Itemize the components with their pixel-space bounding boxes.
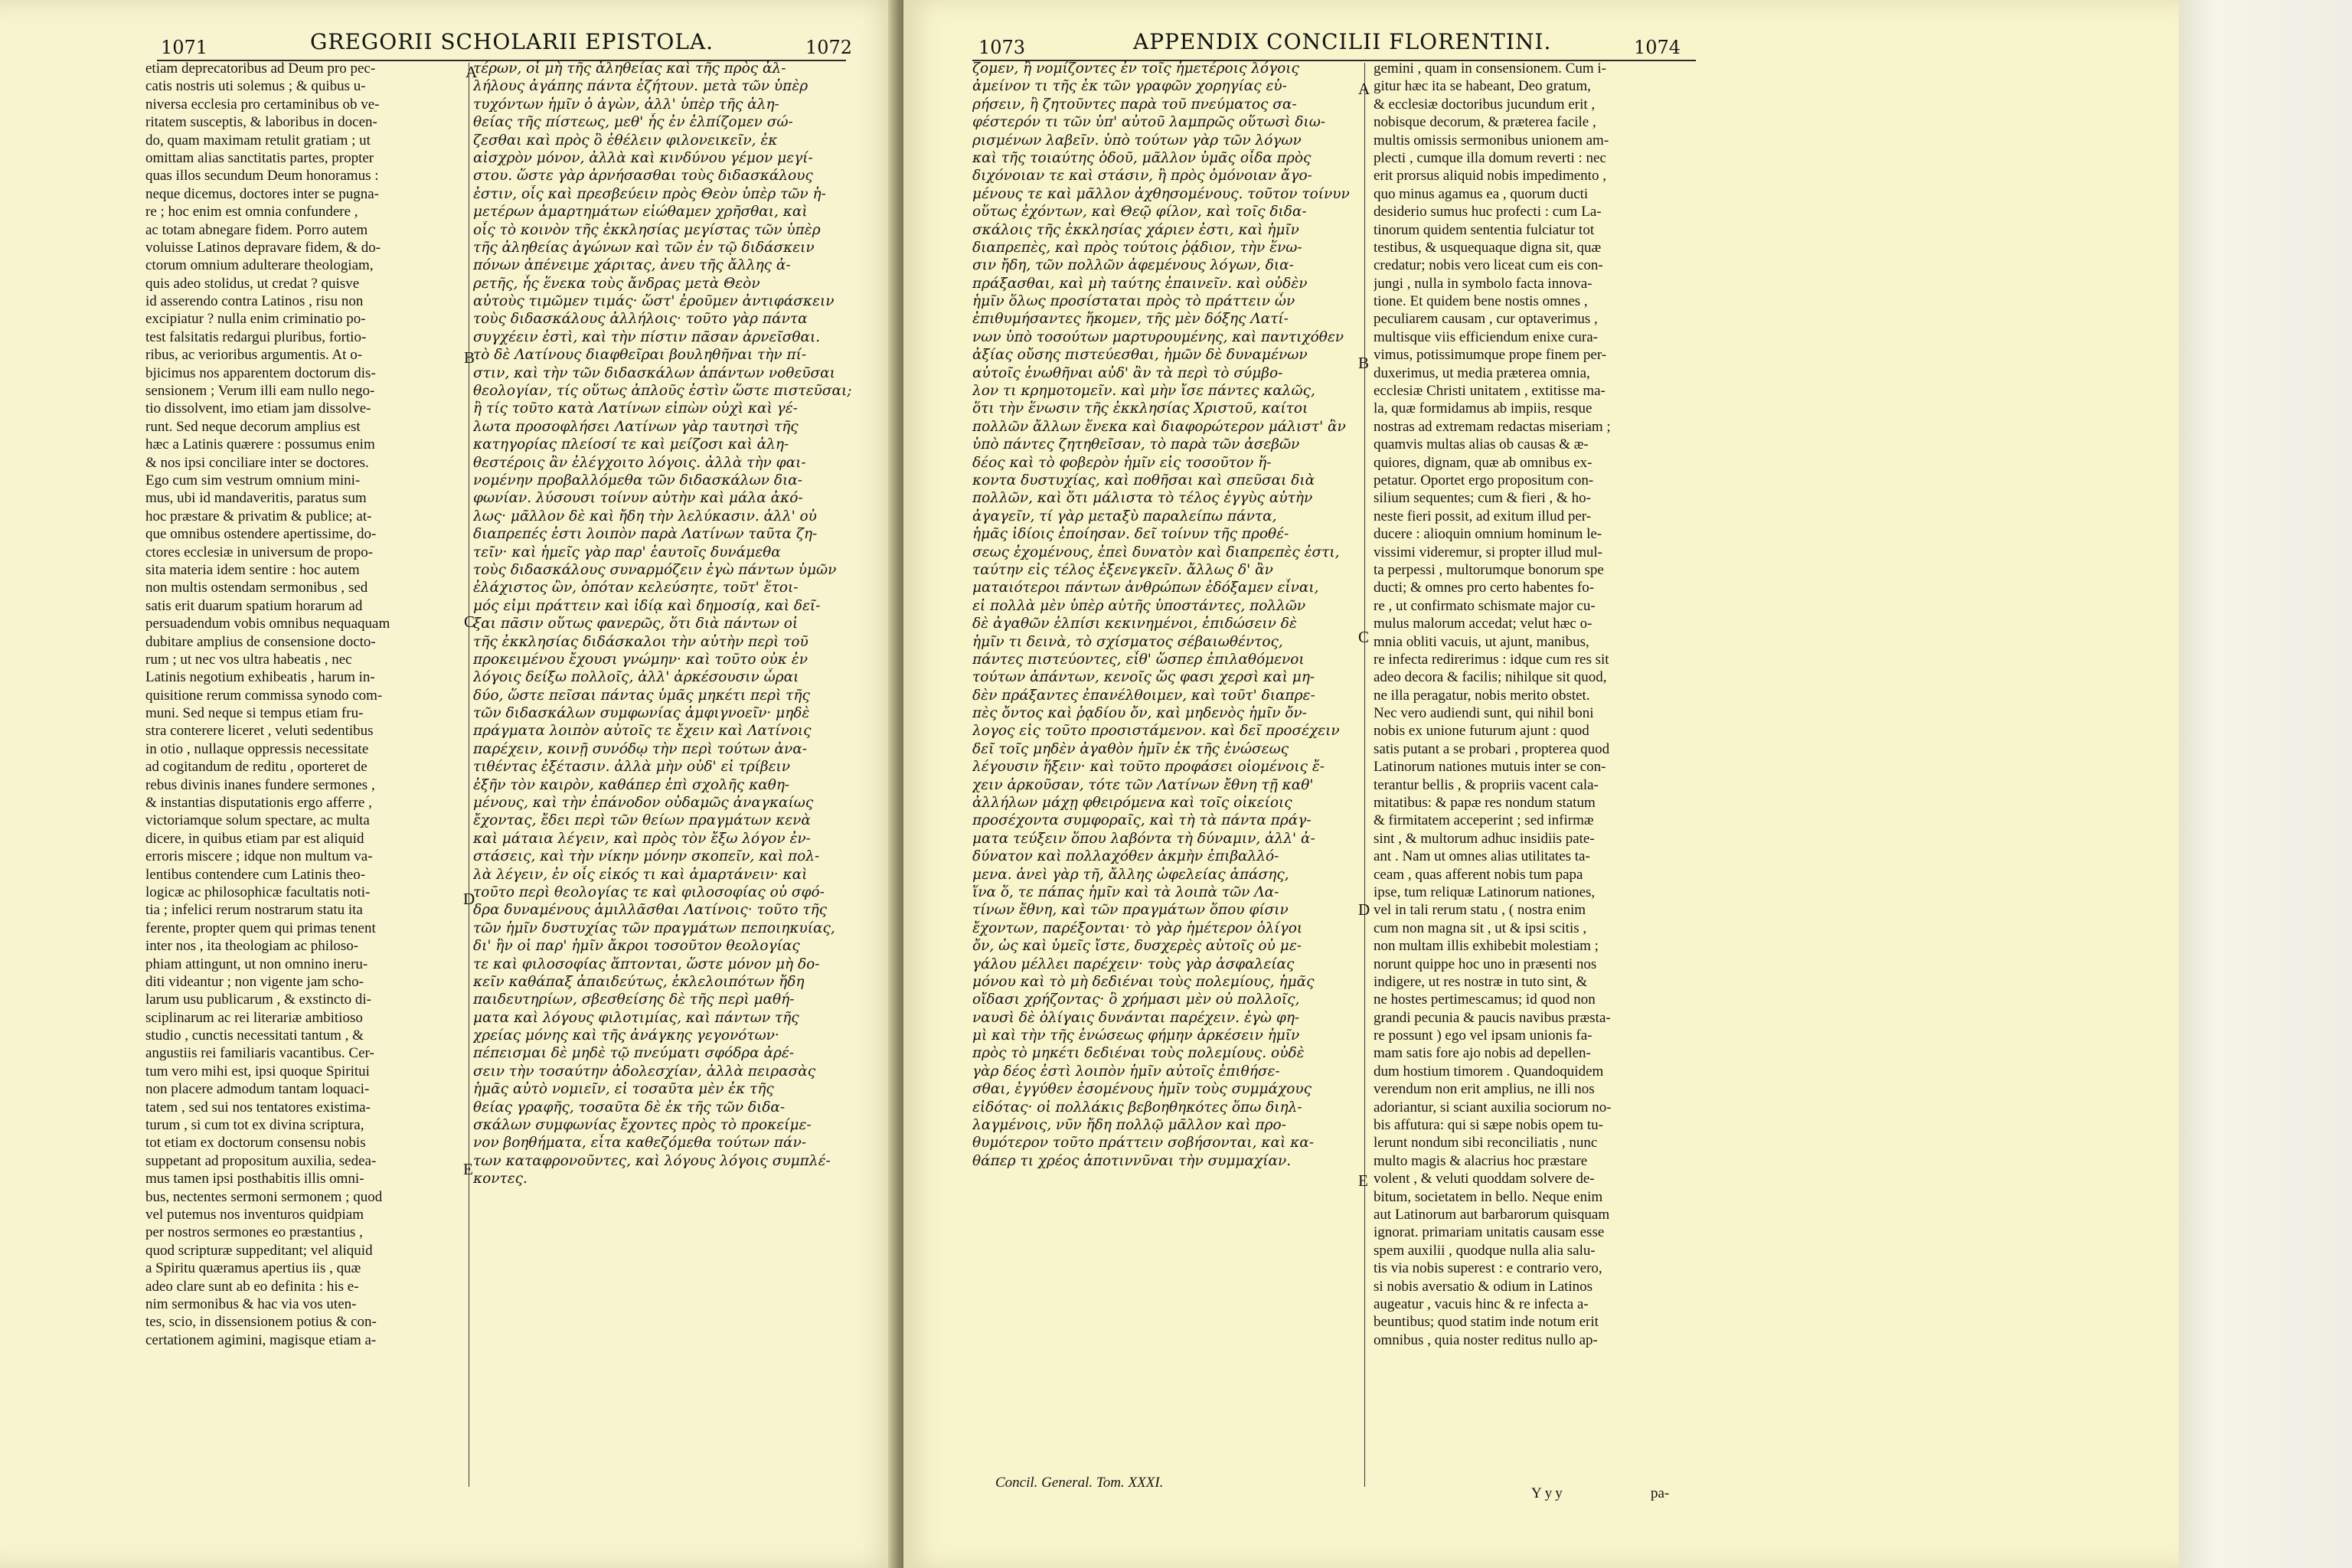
text-line: multis omissis sermonibus unionem am- [1374, 132, 1609, 149]
text-line: τῶν διδασκάλων συμφωνίας ἀμφιγνοεῖν· μηδὲ [473, 705, 810, 722]
text-line: σιν ἤδη, τῶν πολλῶν ἀφεμένους λόγων, δια- [972, 257, 1294, 274]
text-line: re possunt ) ego vel ipsam unionis fa- [1374, 1027, 1592, 1044]
text-line: ducti; & omnes pro certo habentes fo- [1374, 580, 1595, 596]
text-line: κοντες. [473, 1171, 528, 1187]
text-line: testibus, & usquequaque digna sit, quæ [1374, 239, 1602, 256]
text-line: ναυσὶ δὲ ὀλίγαις δυνάνται παρέχειν. ἐγὼ φη- [972, 1009, 1300, 1026]
text-line: τυχόντων ἡμῖν ὁ ἀγὼν, ἀλλ' ὑπὲρ τῆς ἀλη- [473, 96, 779, 113]
text-line: nim sermonibus & hac via vos uten- [145, 1295, 357, 1312]
text-line: μός εἰμι πράττειν καὶ ἰδίᾳ καὶ δημοσίᾳ, καὶ δεῖ- [473, 597, 821, 614]
text-line: suppetant ad propositum auxilia, sedea- [145, 1152, 377, 1169]
text-line: & nos ipsi conciliare inter se doctores. [145, 454, 369, 471]
text-line: ματαιότεροι πάντων ἀνθρώπων ἐδόξαμεν εἶναι, [972, 580, 1319, 596]
text-line: & firmitatem acceperint ; sed infirmæ [1374, 812, 1594, 829]
text-line: diti videantur ; non vigente jam scho- [145, 973, 364, 990]
text-line: hoc præstare & privatim & publice; at- [145, 508, 372, 524]
text-line: ἐξῆν τὸν καιρὸν, καθάπερ ἐπὶ σχολῆς καθη- [473, 776, 790, 793]
text-line: διχόνοιαν τε καὶ στάσιν, ἢ πρὸς ὁμόνοιαν ἄγο- [972, 168, 1312, 185]
text-line: studio , cunctis necessitati tantum , & [145, 1027, 364, 1044]
text-line: δέος καὶ τὸ φοβερὸν ἡμῖν εἰς τοσοῦτον ἥ- [972, 454, 1272, 471]
text-line: vissimi videremur, si propter illud mul- [1374, 544, 1602, 560]
text-line: tes, scio, in dissensionem potius & con- [145, 1314, 377, 1331]
text-line: λέγουσιν ἥξειν· καὶ τοῦτο προφάσει οἰομένοις ἔ- [972, 759, 1325, 776]
greek-column [972, 60, 1354, 1514]
text-line: μένους τε καὶ μᾶλλον ἀχθησομένους. τοῦτον τοίνυν [972, 185, 1350, 202]
text-line: πράξασθαι, καὶ μὴ ταύτης ἐπαινεῖν. καὶ οὐδὲν [972, 275, 1308, 292]
text-line: ad cogitandum de reditu , oporteret de [145, 759, 368, 776]
text-line: ducere : alioquin omnium hominum le- [1374, 526, 1602, 543]
text-line: κεῖν καθάπαξ ἀπαιδεύτως, ἐκλελοιπότων ἤδη [473, 973, 805, 990]
section-marker: B [464, 348, 475, 367]
text-line: θείας τῆς πίστεως, μεθ' ἧς ἐν ἐλπίζομεν σώ- [473, 114, 793, 131]
text-line: πολλῶν ἄλλων ἕνεκα καὶ διαφορώτερον μάλιστ' ἂν [972, 418, 1346, 435]
text-line: αὐτοῖς ἑνωθῆναι αὐδ' ἂν τὰ περὶ τὸ σύμβο- [972, 364, 1283, 381]
text-line: ἡμῖν τι δεινὰ, τὸ σχίσματος σέβαιωθέντος, [972, 633, 1283, 650]
text-line: πρὸς τὸ μηκέτι δεδιέναι τοὺς πολεμίους. οὐδὲ [972, 1045, 1305, 1062]
text-line: ἐλάχιστος ὢν, ὁπόταν κελεύσητε, τοῦτ' ἕτοι- [473, 580, 799, 596]
text-line: λον τι κρημοτομεῖν. καὶ μὴν ἴσε πάντες καλῶς, [972, 383, 1315, 400]
text-line: ταύτην εἰς τέλος ἐξενεγκεῖν. ἄλλως δ' ἂν [972, 561, 1273, 578]
text-line: ματα καὶ λόγους φιλοτιμίας, καὶ πάντων τῆς [473, 1009, 799, 1026]
text-line: certationem agimini, magisque etiam a- [145, 1331, 377, 1348]
text-line: ne illa peragatur, nobis merito obstet. [1374, 687, 1590, 704]
text-line: ἐπιθυμήσαντες ἥκομεν, τῆς μὲν δόξης Λατί- [972, 311, 1289, 328]
text-line: Nec vero audiendi sunt, qui nihil boni [1374, 705, 1594, 722]
text-line: excipiatur ? nulla enim criminatio po- [145, 311, 366, 328]
text-line: lerunt nondum sibi reconciliatis , nunc [1374, 1135, 1598, 1152]
greek-column [473, 60, 856, 1514]
text-line: nobis ex unione futurum ajunt : quod [1374, 723, 1589, 740]
text-line: re infecta redirerimus : idque cum res sit [1374, 651, 1609, 668]
text-line: gitur hæc ita se habeant, Deo gratum, [1374, 78, 1591, 95]
text-line: quo minus agamus ea , quorum ducti [1374, 185, 1589, 202]
text-line: tatem , sed sui nos tentatores existima- [145, 1099, 371, 1116]
text-line: παρέχειν, κοινῇ συνόδῳ τὴν περὶ τούτων ἀνα- [473, 740, 808, 757]
section-marker: D [463, 890, 475, 908]
text-line: adeo clare sunt ab eo definita : his e- [145, 1278, 359, 1295]
text-line: νων ὑπὸ τοσούτων μαρτυρουμένης, καὶ παντιχόθεν [972, 328, 1344, 345]
text-line: vimus, potissimumque prope finem per- [1374, 347, 1607, 364]
text-line: ἀλλήλων μάχῃ φθειρόμενα καὶ τοῖς οἰκείοις [972, 795, 1292, 812]
text-line: δι' ἣν οἱ παρ' ἡμῖν ἄκροι τοσοῦτον θεολογίας [473, 938, 800, 955]
text-line: τεῖν· καὶ ἡμεῖς γὰρ παρ' ἑαυτοῖς δυνάμεθα [473, 544, 781, 560]
text-line: τῆς ἐκκλησίας διδάσκαλοι τὴν αὐτὴν περὶ τοῦ [473, 633, 808, 650]
text-line: vel putemus nos inventuros quidpiam [145, 1207, 364, 1223]
text-line: adoriantur, si sciant auxilia sociorum no- [1374, 1099, 1612, 1116]
text-line: tinorum quidem sententia fulciatur tot [1374, 221, 1595, 238]
text-line: ἔχοντας, ἔδει περὶ τῶν θείων πραγμάτων κενὰ [473, 812, 811, 829]
text-line: norunt quippe hoc uno in præsenti nos [1374, 956, 1597, 972]
text-line: mulus malorum accedat; velut hæc o- [1374, 616, 1592, 632]
text-line: sensionem ; Verum illi eam nullo nego- [145, 383, 375, 400]
text-line: grandi pecunia & paucis navibus præsta- [1374, 1009, 1611, 1026]
page-number: 1074 [1634, 37, 1681, 58]
text-line: οἷς τὸ κοινὸν τῆς ἐκκλησίας μεγίστας τῶν ὑπὲρ [473, 221, 821, 238]
text-line: quis adeo stolidus, ut credat ? quisve [145, 275, 360, 292]
text-line: μόνου καὶ τὸ μὴ δεδιέναι τοὺς πολεμίους, ἡμᾶς [972, 973, 1315, 990]
text-line: verendum non erit amplius, ne illi nos [1374, 1081, 1595, 1098]
text-line: in otio , nullaque oppressis necessitate [145, 740, 369, 757]
text-line: τίνων ἔθνη, καὶ τῶν πραγμάτων ὅπου φίσιν [972, 902, 1289, 919]
text-line: tot etiam ex doctorum consensu nobis [145, 1135, 366, 1152]
text-line: ρήσειν, ἢ ζητοῦντες παρὰ τοῦ πνεύματος σα- [972, 96, 1297, 113]
section-marker: A [466, 63, 478, 81]
text-line: αὐτοὺς τιμῶμεν τιμάς· ὥστ' ἐροῦμεν ἀντιφάσκειν [473, 293, 835, 310]
catchword: pa- [1651, 1485, 1670, 1501]
text-line: dum hostium timorem . Quandoquidem [1374, 1063, 1604, 1080]
text-line: lentibus contendere cum Latinis theo- [145, 866, 366, 883]
text-line: dubitare amplius de consensione docto- [145, 633, 376, 650]
text-line: τοὺς διδασκάλους συναρμόζειν ἐγὼ πάντων ὑμῶν [473, 561, 837, 578]
text-line: ta perpessi , multorumque bonorum spe [1374, 561, 1604, 578]
text-line: inter nos , ita theologiam ac philoso- [145, 938, 359, 955]
text-line: πὲς ὄντος καὶ ῥᾳδίου ὄν, καὶ μηδενὸς ἡμῖν ὄν- [972, 705, 1307, 722]
text-line: Latinorum nationes mutuis inter se con- [1374, 759, 1606, 776]
text-line: διαπρεπὲς, καὶ πρὸς τούτοις ῥᾴδιον, τὴν ἕνω- [972, 239, 1302, 256]
text-line: θάπερ τι χρέος ἀποτιννῦναι τὴν συμμαχίαν. [972, 1152, 1292, 1169]
text-line: jungi , nulla in symbolo facta innova- [1374, 275, 1592, 292]
text-line: θεστέροις ἂν ἐλέγχοιτο λόγοις. ἀλλὰ τὴν φαι- [473, 454, 806, 471]
page-number: 1073 [978, 37, 1026, 58]
text-line: ἀξίας οὔσης πιστεύεσθαι, ἡμῶν δὲ δυναμένων [972, 347, 1308, 364]
text-line: Latinis negotium exhibeatis , harum in- [145, 669, 375, 686]
text-line: νον βοηθήματα, εἶτα καθεζόμεθα τούτων πάν- [473, 1135, 806, 1152]
text-line: σκάλοις τῆς ἐκκλησίας χάριεν ἐστι, καὶ ἡμῖν [972, 221, 1299, 238]
left-page [0, 0, 900, 1568]
text-line: spem auxilii , quodque nulla alia salu- [1374, 1242, 1596, 1259]
text-line: angustiis rei familiaris vacantibus. Cer- [145, 1045, 374, 1062]
text-line: volent , & veluti quoddam solvere de- [1374, 1171, 1595, 1187]
text-line: niversa ecclesia pro certaminibus ob ve- [145, 96, 380, 113]
text-line: tum vero mihi est, ipsi quoque Spiritui [145, 1063, 370, 1080]
text-line: que omnibus ostendere apertissime, do- [145, 526, 377, 543]
text-line: ctorum omnium adulterare theologiam, [145, 257, 374, 274]
text-line: ac totam abnegare fidem. Porro autem [145, 221, 368, 238]
text-line: mam satis fore ajo nobis ad depellen- [1374, 1045, 1591, 1062]
running-head-title: GREGORII SCHOLARII EPISTOLA. [310, 29, 714, 54]
text-line: κατηγορίας πλείοσί τε καὶ μείζοσι καὶ ἀλη- [473, 436, 789, 453]
text-line: erit prorsus aliquid nobis impedimento , [1374, 168, 1606, 185]
text-line: τὸ δὲ Λατίνους διαφθεῖραι βουληθῆναι τὴν πί- [473, 347, 807, 364]
text-line: ignorat. primariam unitatis causam esse [1374, 1224, 1605, 1241]
section-marker: C [1358, 628, 1370, 646]
text-line: λόγοις δείξω πολλοῖς, ἀλλ' ἀρκέσουσιν ὧραι [473, 669, 799, 686]
text-line: credatur; nobis vero liceat cum eis con- [1374, 257, 1603, 274]
text-line: tis via nobis superest : e contrario vero, [1374, 1260, 1602, 1277]
text-line: δύνατον καὶ πολλαχόθεν ἀκμὴν ἐπιβαλλό- [972, 848, 1279, 865]
text-line: etiam deprecatoribus ad Deum pro pec- [145, 60, 376, 77]
text-line: persuadendum vobis omnibus nequaquam [145, 616, 390, 632]
text-line: test falsitatis redargui pluribus, fortio- [145, 328, 367, 345]
text-line: δεῖ τοῖς μηδὲν ἀγαθὸν ἡμῖν ἐκ τῆς ἑνώσεως [972, 740, 1289, 757]
footer-collection-reference: Concil. General. Tom. XXXI. [995, 1475, 1164, 1491]
text-line: τε καὶ φιλοσοφίας ἅπτονται, ὥστε μόνον μὴ δο- [473, 956, 820, 972]
text-line: μενα. ἀνεὶ γὰρ τῆ, ἄλλης ὠφελείας ἁπάσης, [972, 866, 1289, 883]
text-line: terantur bellis , & propriis vacent cala- [1374, 776, 1599, 793]
text-line: ipse, tum reliquæ Latinorum nationes, [1374, 884, 1596, 900]
text-line: λωτα προσοφλήσει Λατίνων γὰρ ταυτησὶ τῆς [473, 418, 799, 435]
section-marker: E [463, 1160, 473, 1178]
text-line: sita materia idem sentire : hoc autem [145, 561, 360, 578]
text-line: ritatem susceptis, & laboribus in docen- [145, 114, 377, 131]
text-line: id asserendo contra Latinos , risu non [145, 293, 364, 310]
text-line: aut Latinorum aut barbarorum quisquam [1374, 1207, 1610, 1223]
text-line: quas illos secundum Deum honoramus : [145, 168, 379, 185]
text-line: augeatur , vacuis hinc & re infecta a- [1374, 1295, 1589, 1312]
text-line: mnia obliti vacuis, ut ajunt, manibus, [1374, 633, 1589, 650]
text-line: λογος εἰς τοῦτο προσιστάμενον. καὶ δεῖ προσέχειν [972, 723, 1340, 740]
text-line: ἀμείνον τι τῆς ἐκ τῶν γραφῶν χορηγίας εὑ- [972, 78, 1287, 95]
text-line: quisitione rerum commissa synodo com- [145, 687, 383, 704]
text-line: hæc a Latinis quærere : possumus enim [145, 436, 375, 453]
text-line: quiores, dignam, quæ ab omnibus ex- [1374, 454, 1592, 471]
text-line: satis putant a se probari , propterea quod [1374, 740, 1610, 757]
text-line: voluisse Latinos depravare fidem, & do- [145, 239, 381, 256]
text-line: συγχέειν ἐστὶ, καὶ τὴν πίστιν πᾶσαν ἀρνεῖσθαι. [473, 328, 821, 345]
text-line: ζομεν, ἢ νομίζοντες ἐν τοῖς ἡμετέροις λόγοις [972, 60, 1299, 77]
next-page-edge [2179, 0, 2352, 1568]
text-line: τέρων, οἷ μὴ τῆς ἀληθείας καὶ τῆς πρὸς ἀλ- [473, 60, 786, 77]
text-line: quamvis multas alias ob causas & æ- [1374, 436, 1589, 453]
text-line: πολλῶν, καὶ ὅτι μάλιστα τὸ τέλος ἐγγὺς αὐτὴν [972, 490, 1313, 507]
text-line: tia ; infelici rerum nostrarum statu ita [145, 902, 363, 919]
text-line: a Spiritu quæramus apertius iis , quæ [145, 1260, 361, 1277]
text-line: mus, ubi id mandaveritis, paratus sum [145, 490, 367, 507]
right-page [903, 0, 2179, 1568]
text-line: εἰδότας· οἱ πολλάκις βεβοηθηκότες ὅπω διηλ- [972, 1099, 1302, 1116]
text-line: petatur. Oportet ergo propositum con- [1374, 472, 1594, 488]
text-line: turum , si cum tot ex divina scriptura, [145, 1117, 364, 1134]
text-line: beuntibus; quod statim inde notum erit [1374, 1314, 1599, 1331]
section-marker: E [1358, 1171, 1368, 1190]
text-line: στου. ὥστε γὰρ ἀρνήσασθαι τοὺς διδασκάλους [473, 168, 813, 185]
text-line: πάντες πιστεύοντες, εἶθ' ὥσπερ ἐπιλαθόμενοι [972, 651, 1305, 668]
text-line: πράγματα λοιπὸν αὐτοῖς τε ἔχειν καὶ Λατίνοις [473, 723, 812, 740]
text-line: ἡμᾶς αὐτὸ νομιεῖν, εἰ τοσαῦτα μὲν ἐκ τῆς [473, 1081, 774, 1098]
text-line: ἡμῖν ὅλως προσίσταται πρὸς τὸ πράττειν ὧν [972, 293, 1295, 310]
text-line: Ego cum sim vestrum omnium mini- [145, 472, 361, 488]
text-line: ὑπὸ πάντες ζητηθεῖσαν, τὸ παρὰ τῶν ἀσεβῶν [972, 436, 1300, 453]
text-line: τῆς ἀληθείας ἀγώνων καὶ τῶν ἐν τῷ διδάσκειν [473, 239, 815, 256]
text-line: νομένην προβαλλόμεθα τῶν διδασκάλων δια- [473, 472, 802, 488]
text-line: ctores ecclesiæ in universum de propo- [145, 544, 374, 560]
text-line: κοντα δυστυχίας, καὶ ποθῆσαι καὶ σπεῦσαι διὰ [972, 472, 1315, 488]
text-line: θυμότερον τοῦτο πράττειν σοβήσονται, καὶ κα- [972, 1135, 1314, 1152]
latin-column [145, 60, 463, 1514]
text-line: mus tamen ipsi posthabitis illis omni- [145, 1171, 364, 1187]
text-line: μετέρων ἁμαρτημάτων εἰώθαμεν χρῆσθαι, καὶ [473, 204, 808, 220]
text-line: re , ut confirmato schismate major cu- [1374, 597, 1596, 614]
text-line: γὰρ δέος ἐστὶ λοιπὸν ἡμῖν αὐτοῖς ἐπιθήσε- [972, 1063, 1280, 1080]
text-line: omittam alias sanctitatis partes, propter [145, 149, 374, 166]
text-line: οὕτως ἐχόντων, καὶ Θεῷ φίλον, καὶ τοῖς διδα- [972, 204, 1307, 220]
latin-column [1374, 60, 1695, 1514]
signature-mark: Yyy [1531, 1485, 1566, 1501]
text-line: ἔχοντων, παρέξονται· τὸ γὰρ ἡμέτερον ὀλίγοι [972, 920, 1303, 936]
text-line: multisque viis efficiendum enixe cura- [1374, 328, 1599, 345]
text-line: la, quæ formidamus ab impiis, resque [1374, 400, 1592, 417]
text-line: ὅτι τὴν ἕνωσιν τῆς ἐκκλησίας Χριστοῦ, καίτοι [972, 400, 1308, 417]
text-line: καὶ μάταια λέγειν, καὶ πρὸς τὸν ἔξω λόγον ἐν- [473, 830, 811, 847]
text-line: omnibus , quia noster reditus nullo ap- [1374, 1331, 1598, 1348]
text-line: sint , & multorum adhuc insidiis pate- [1374, 830, 1595, 847]
text-line: των καταφρονοῦντες, καὶ λόγους λόγοις συμπλέ- [473, 1152, 831, 1169]
text-line: vel in tali rerum statu , ( nostra enim [1374, 902, 1586, 919]
text-line: non multam illis exhibebit molestiam ; [1374, 938, 1599, 955]
text-line: duxerimus, ut media præterea omnia, [1374, 364, 1590, 381]
text-line: sciplinarum ac rei literariæ ambitioso [145, 1009, 363, 1026]
text-line: adeo decora & facilis; nihilque sit quod, [1374, 669, 1607, 686]
text-line: μὶ καὶ τὴν τῆς ἑνώσεως φήμην ἀρκέσειν ἡμῖν [972, 1027, 1300, 1044]
text-line: τῶν ἡμῖν δυστυχίας τῶν πραγμάτων πεποιηκυίας, [473, 920, 835, 936]
text-line: ρετῆς, ἧς ἕνεκα τοὺς ἄνδρας μετὰ Θεὸν [473, 275, 760, 292]
text-line: στιν, καὶ τὴν τῶν διδασκάλων ἁπάντων νοθεῦσαι [473, 364, 835, 381]
text-line: χρείας μόνης καὶ τῆς ἀνάγκης γεγονότων· [473, 1027, 779, 1044]
text-line: bitum, societatem in bello. Neque enim [1374, 1188, 1603, 1205]
text-line: ἢ τίς τοῦτο κατὰ Λατίνων εἰπὼν οὐχὶ καὶ γέ- [473, 400, 798, 417]
text-line: larum usu publicarum , & exstincto di- [145, 991, 371, 1008]
text-line: stra conterere liceret , veluti sedentibus [145, 723, 374, 740]
text-line: σειν τὴν τοσαύτην ἀδολεσχίαν, ἀλλὰ πειρασὰς [473, 1063, 816, 1080]
text-line: bus, nectentes sermoni sermonem ; quod [145, 1188, 383, 1205]
text-line: σθαι, ἐγγύθεν ἐσομένους ἡμῖν τοὺς συμμάχους [972, 1081, 1312, 1098]
text-line: non multis ostendam sermonibus , sed [145, 580, 368, 596]
text-line: λαγμένοις, νῦν ἤδη πολλῷ μᾶλλον καὶ προ- [972, 1117, 1286, 1134]
text-line: & instantias disputationis ergo afferre , [145, 795, 372, 812]
text-line: γάλου μέλλει παρέχειν· τοὺς γὰρ ἀσφαλείας [972, 956, 1295, 972]
text-line: λήλους ἀγάπης πάντα ἐζήτουν. μετὰ τῶν ὑπὲρ [473, 78, 808, 95]
text-line: rebus divinis inanes fundere sermones , [145, 776, 375, 793]
text-line: χειν ἀρκοῦσαν, τότε τῶν Λατίνων ἔθνη τῇ καθ' [972, 776, 1314, 793]
text-line: nostras ad extremam redactas miseriam ; [1374, 418, 1611, 435]
section-marker: B [1358, 354, 1370, 372]
text-line: non placere admodum tantam loquaci- [145, 1081, 370, 1098]
section-marker: A [1358, 80, 1370, 98]
text-line: δὲ ἀγαθῶν ἐλπίσι κεκινημένοι, ἐπιδώσειν δὲ [972, 616, 1297, 632]
text-line: neste fieri possit, ad exitum illud per- [1374, 508, 1592, 524]
text-line: αἰσχρὸν μόνον, ἀλλὰ καὶ κινδύνου γέμον μεγί- [473, 149, 813, 166]
text-line: λὰ λέγειν, ἐν οἷς εἰκός τι καὶ ἁμαρτάνειν· καὶ [473, 866, 808, 883]
text-line: catis nostris uti solemus ; & quibus u- [145, 78, 366, 95]
section-marker: D [1358, 900, 1370, 919]
text-line: φωνίαν. λύσουσι τοίνυν αὐτὴν καὶ μάλα ἀκό- [473, 490, 803, 507]
text-line: τούτων ἁπάντων, κενοῖς ὥς φασι χερσὶ καὶ μη- [972, 669, 1315, 686]
text-line: tione. Et quidem bene nostis omnes , [1374, 293, 1588, 310]
text-line: ἵνα ὅ, τε πάπας ἡμῖν καὶ τὰ λοιπὰ τῶν Λα- [972, 884, 1279, 900]
text-line: ribus, ac verioribus argumentis. At o- [145, 347, 363, 364]
section-marker: C [464, 612, 475, 631]
text-line: στάσεις, καὶ τὴν νίκην μόνην σκοπεῖν, καὶ πολ- [473, 848, 820, 865]
text-line: σεως ἐχομένους, ἐπεὶ δυνατὸν καὶ διαπρεπὲς ἐστι, [972, 544, 1340, 560]
text-line: θείας γραφῆς, τοσαῦτα δὲ ἐκ τῆς τῶν διδα- [473, 1099, 786, 1116]
text-line: ne hostes pertimescamus; id quod non [1374, 991, 1596, 1008]
text-line: δύο, ὥστε πεῖσαι πάντας ὑμᾶς μηκέτι περὶ τῆς [473, 687, 810, 704]
text-line: dicere, in quibus etiam par est aliquid [145, 830, 364, 847]
text-line: ὄν, ὡς καὶ ὑμεῖς ἴστε, δυσχερὲς αὐτοῖς οὐ με- [972, 938, 1302, 955]
text-line: re ; hoc enim est omnia confundere , [145, 204, 358, 220]
text-line: satis erit duarum spatium horarum ad [145, 597, 363, 614]
page-number: 1072 [805, 37, 853, 58]
text-line: μένους, καὶ τὴν ἐπάνοδον οὐδαμῶς ἀναγκαίως [473, 795, 814, 812]
text-line: plecti , cumque illa domum reverti : nec [1374, 149, 1606, 166]
text-line: ἡμᾶς ἰδίοις ἐποίησαν. δεῖ τοίνυν τῆς προθέ- [972, 526, 1289, 543]
text-line: bjicimus nos apparentem doctorum dis- [145, 364, 376, 381]
text-line: σκάλων συμφωνίας ἔχοντες πρὸς τὸ προκείμε- [473, 1117, 812, 1134]
text-line: ecclesiæ Christi unitatem , extitisse ma- [1374, 383, 1606, 400]
text-line: multo magis & alacrius hoc præstare [1374, 1152, 1588, 1169]
text-line: quod scripturæ suppeditant; vel aliquid [145, 1242, 373, 1259]
column-divider [1364, 63, 1365, 1487]
text-line: οἴδασι χρήζοντας· ὃ χρήμασι μὲν οὐ πολλοῖς, [972, 991, 1300, 1008]
text-line: δὲν πράξαντες ἐπανέλθοιμεν, καὶ τοῦτ' διαπρε- [972, 687, 1315, 704]
text-line: ματα τεύξειν ὅπου λαβόντα τὴ δύναμιν, ἀλλ' ἀ- [972, 830, 1315, 847]
text-line: παιδευτηρίων, σβεσθείσης δὲ τῆς περὶ μαθή- [473, 991, 795, 1008]
text-line: indigere, ut res nostræ in tuto sint, & [1374, 973, 1588, 990]
text-line: τοὺς διδασκάλους ἀλλήλοις· τοῦτο γὰρ πάντα [473, 311, 808, 328]
text-line: silium sequentes; cum & fieri , & ho- [1374, 490, 1591, 507]
text-line: τοῦτο περὶ θεολογίας τε καὶ φιλοσοφίας οὐ σφό- [473, 884, 825, 900]
text-line: cum non magna sit , ut & ipsi scitis , [1374, 920, 1587, 936]
text-line: πέπεισμαι δὲ μηδὲ τῷ πνεύματι σφόδρα ἀρέ- [473, 1045, 795, 1062]
text-line: ant . Nam ut omnes alias utilitates ta- [1374, 848, 1590, 865]
text-line: καὶ τῆς τοιαύτης ὁδοῦ, μᾶλλον ὑμᾶς οἶδα πρὸς [972, 149, 1312, 166]
text-line: peculiarem causam , cur optaverimus , [1374, 311, 1598, 328]
text-line: & ecclesiæ doctoribus jucundum erit , [1374, 96, 1596, 113]
text-line: do, quam maximam retulit gratiam ; ut [145, 132, 371, 149]
text-line: ferente, propter quem qui primas tenent [145, 920, 376, 936]
text-line: runt. Sed neque decorum amplius est [145, 418, 361, 435]
text-line: logicæ ac philosophicæ facultatis noti- [145, 884, 371, 900]
text-line: bis affutura: qui si sæpe nobis opem tu- [1374, 1117, 1603, 1134]
text-line: προκειμένου ἔχουσι γνώμην· καὶ τοῦτο οὐκ ἐν [473, 651, 808, 668]
text-line: πόνων ἀπένειμε χάριτας, ἀνευ τῆς ἄλλης ἀ- [473, 257, 791, 274]
text-line: neque dicemus, doctores inter se pugna- [145, 185, 379, 202]
text-line: si nobis aversatio & odium in Latinos [1374, 1278, 1593, 1295]
text-line: ceam , quas afferent nobis tum papa [1374, 866, 1583, 883]
text-line: victoriamque solum spectare, ac multa [145, 812, 370, 829]
text-line: ζεσθαι καὶ πρὸς ὃ ἐθέλειν φιλονεικεῖν, ἐκ [473, 132, 778, 149]
text-line: ξαι πᾶσιν οὕτως φανερῶς, ὅτι διὰ πάντων οἱ [473, 616, 799, 632]
text-line: θεολογίαν, τίς οὕτως ἀπλοῦς ἐστὶν ὥστε πιστεῦσαι; [473, 383, 852, 400]
text-line: ρισμένων λαβεῖν. ὑπὸ τούτων γὰρ τῶν λόγων [972, 132, 1302, 149]
text-line: διαπρεπές ἐστι λοιπὸν παρὰ Λατίνων ταῦτα ζη- [473, 526, 818, 543]
text-line: ἀγαγεῖν, τί γὰρ μεταξὺ παραλείπω πάντα, [972, 508, 1277, 524]
text-line: τιθέντας ἐξέτασιν. ἀλλὰ μὴν οὐδ' εἰ τρίβειν [473, 759, 791, 776]
text-line: προσέχοντα συμφοραῖς, καὶ τὴ τὰ πάντα πράγ- [972, 812, 1312, 829]
text-line: muni. Sed neque si tempus etiam fru- [145, 705, 364, 722]
text-line: phiam attingunt, ut non omnino ineru- [145, 956, 368, 972]
text-line: ἐστιν, οἷς καὶ πρεσβεύειν πρὸς Θεὸν ὑπὲρ τῶν ἡ- [473, 185, 826, 202]
text-line: φέστερόν τι τῶν ὑπ' αὐτοῦ λαμπρῶς οὕτωσὶ διω- [972, 114, 1326, 131]
page-number: 1071 [161, 37, 208, 58]
text-line: erroris miscere ; idque non multum va- [145, 848, 373, 865]
text-line: λως· μᾶλλον δὲ καὶ ἤδη τὴν λελύκασιν. ἀλλ' οὐ [473, 508, 817, 524]
text-line: nobisque decorum, & præterea facile , [1374, 114, 1596, 131]
running-head-title: APPENDIX CONCILII FLORENTINI. [1133, 29, 1552, 54]
text-line: mitatibus: & papæ res nondum statum [1374, 795, 1596, 812]
text-line: tio dissolvent, imo etiam jam dissolve- [145, 400, 371, 417]
text-line: rum ; ut nec vos ultra habeatis , nec [145, 651, 352, 668]
text-line: gemini , quam in consensionem. Cum i- [1374, 60, 1606, 77]
text-line: εἰ πολλὰ μὲν ὑπὲρ αὐτῆς ὑποστάντες, πολλῶν [972, 597, 1306, 614]
text-line: desiderio sumus huc profecti : cum La- [1374, 204, 1602, 220]
text-line: per nostros sermones eo præstantius , [145, 1224, 363, 1241]
text-line: δρα δυναμένους ἁμιλλᾶσθαι Λατίνοις· τοῦτο τῆς [473, 902, 828, 919]
